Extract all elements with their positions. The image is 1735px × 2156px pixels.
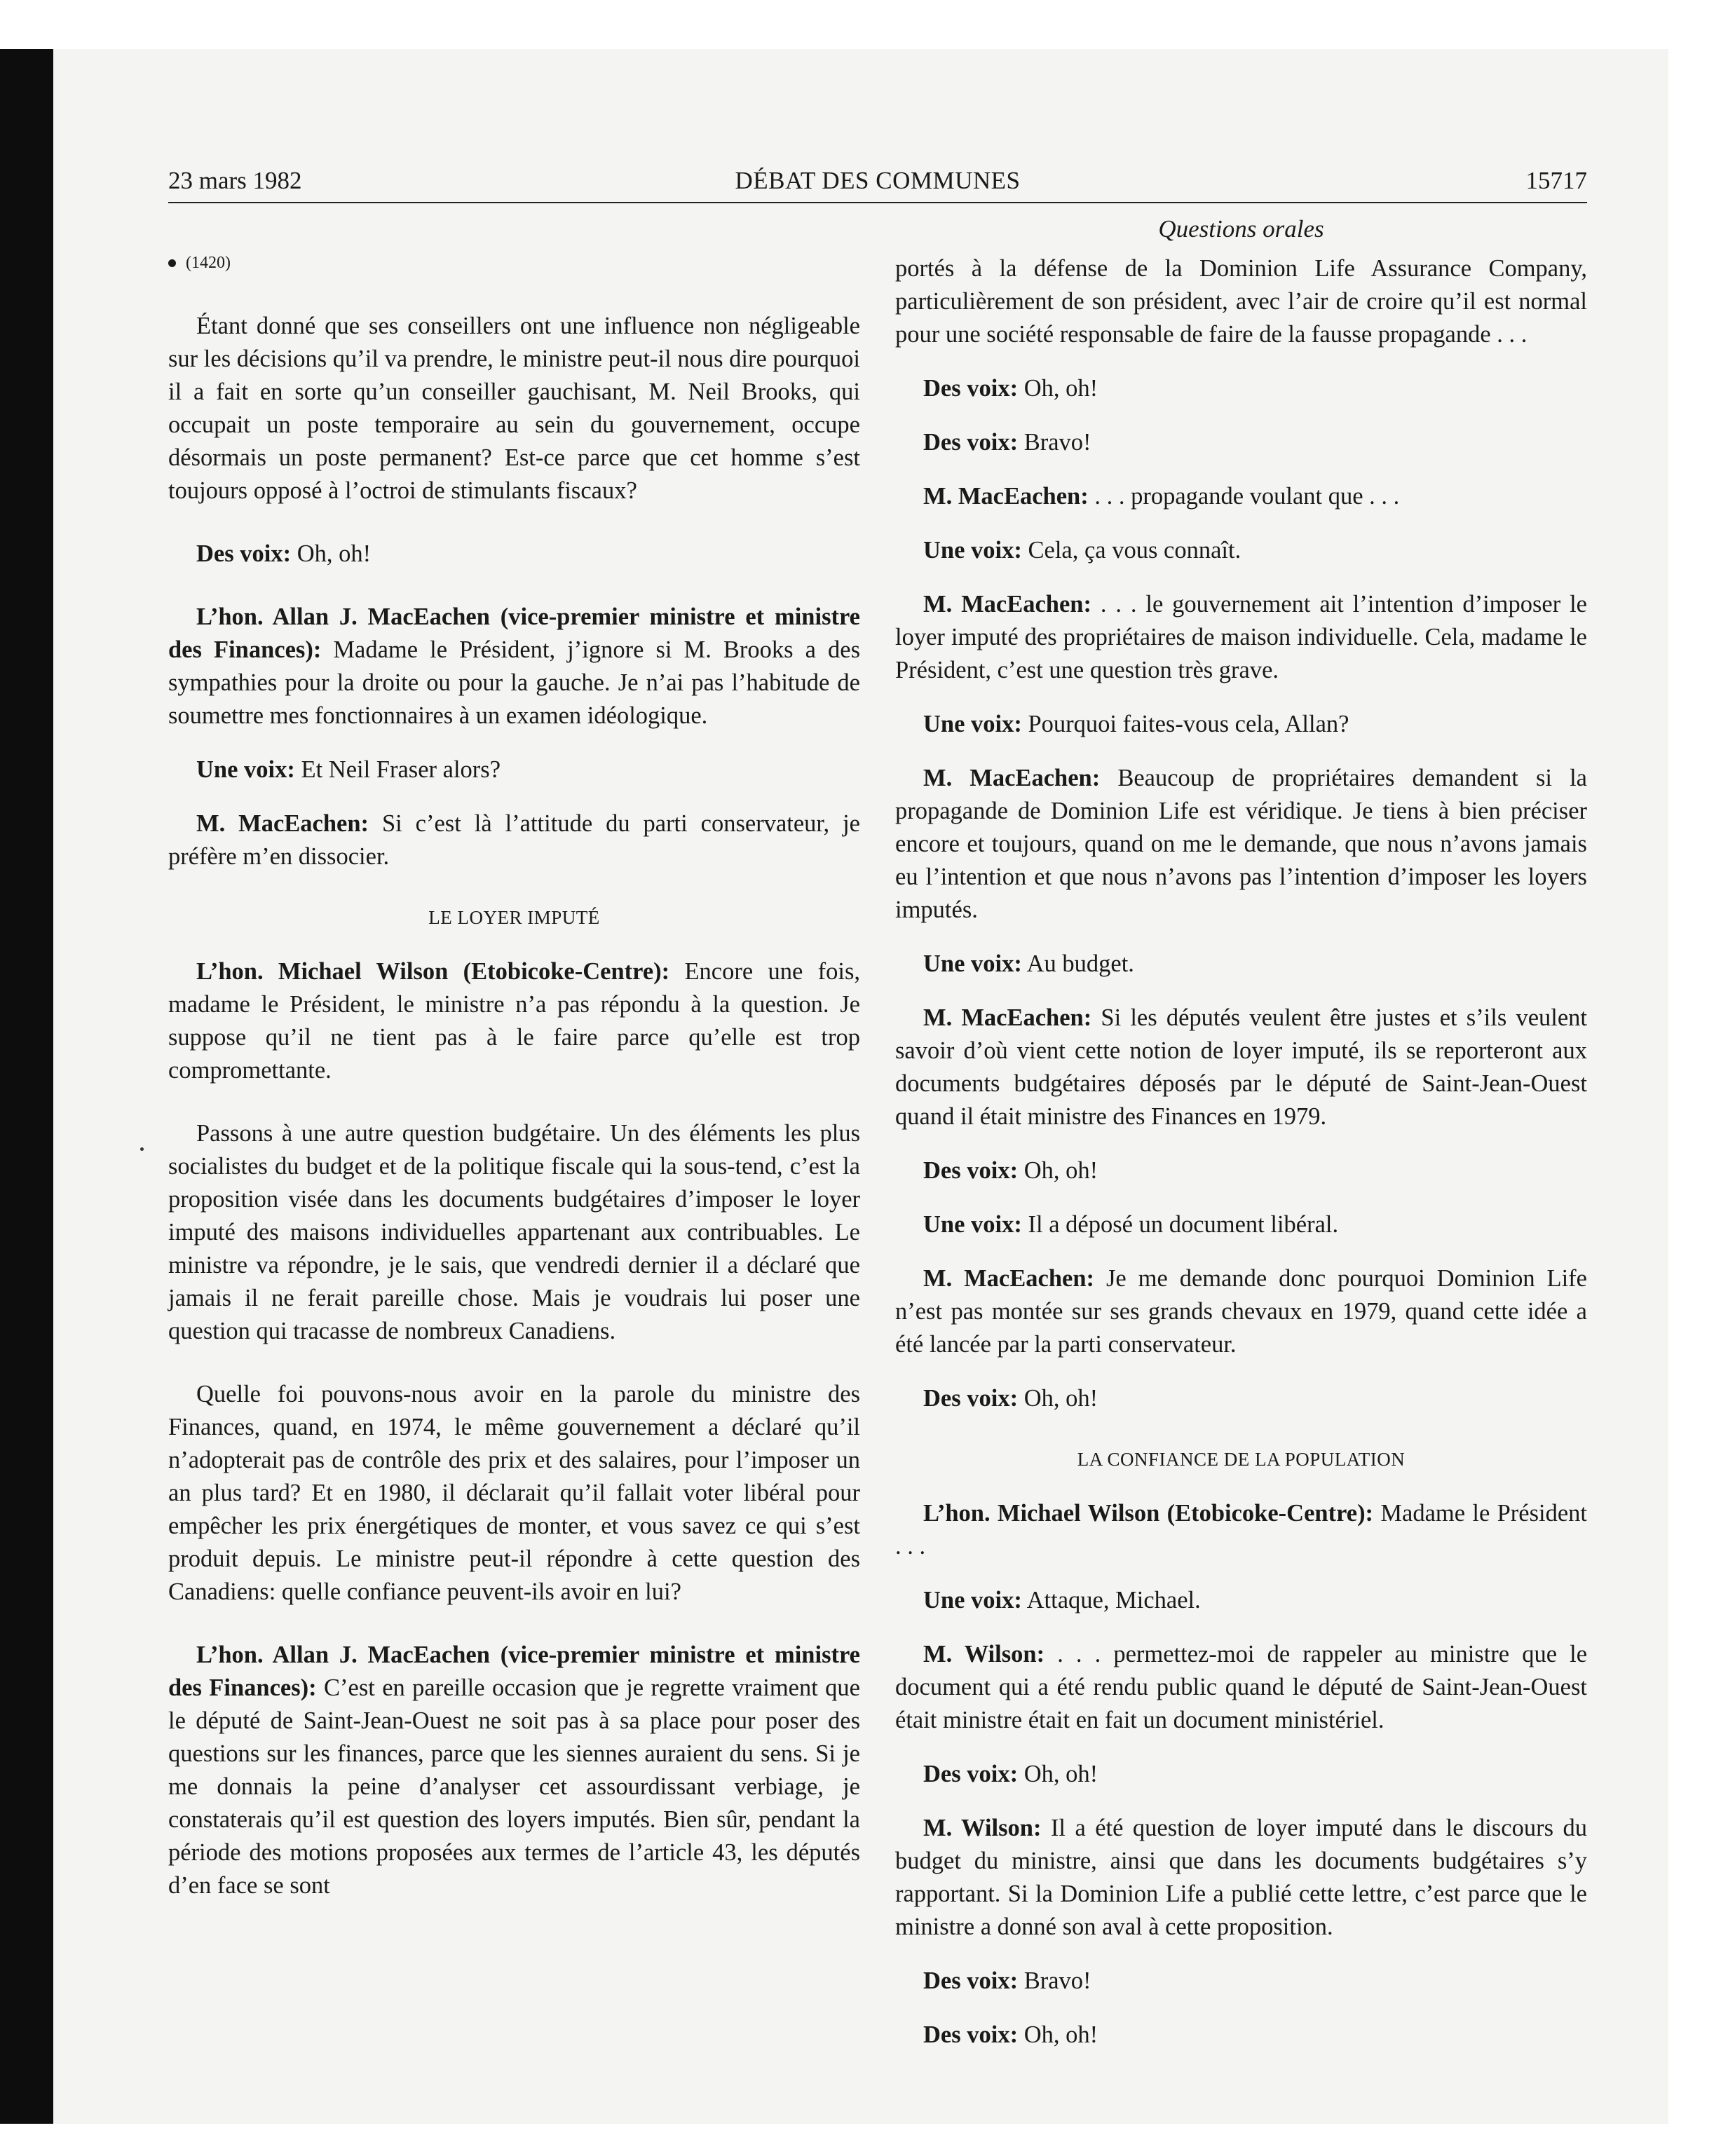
speech [895, 1002, 1587, 1133]
speech [895, 1154, 1587, 1187]
speech-text: Beaucoup de propriétaires demandent si la propagande de Dominion Life est véridique. Je tiens à bien préciser encore et toujours, quand on me le demande, que nous n’avons jamais eu l’intention et que nous n’avons pas l’intention d’imposer les loyers imputés. [895, 765, 1587, 923]
time-marker [168, 247, 860, 280]
paragraph: Étant donné que ses conseillers ont une influence non négligeable sur les décisions qu’il va prendre, le ministre peut-il nous dire pourquoi il a fait en sorte qu’un conseiller gauchisant, M. Neil Brooks, qui occupait un poste temporaire au sein du gouvernement, occupe désormais un poste permanent? Est-ce parce que cet homme s’est toujours opposé à l’octroi de stimulants fiscaux? [168, 313, 860, 504]
speech [895, 1382, 1587, 1415]
speech [895, 426, 1587, 459]
speaker: Une voix: [923, 950, 1022, 977]
speech [895, 948, 1587, 981]
section-heading: LA CONFIANCE DE LA POPULATION [1077, 1449, 1406, 1470]
speaker: Une voix: [923, 1211, 1022, 1238]
speaker: Une voix: [923, 537, 1022, 564]
speech [168, 955, 860, 1087]
speaker: Des voix: [923, 1385, 1019, 1412]
speech-text: Encore une fois, madame le Président, le ministre n’a pas répondu à la question. Je suppose qu’il ne tient pas à le faire parce qu’elle est trop compromettante. [168, 958, 860, 1084]
speech-text: Bravo! [1023, 429, 1091, 456]
speaker: Une voix: [196, 756, 295, 783]
paragraph: Quelle foi pouvons-nous avoir en la parole du ministre des Finances, quand, en 1974, le même gouvernement a déclaré qu’il n’adopterait pas de contrôle des prix et des salaires, pour l’imposer un an plus tard? Et en 1980, il déclarait qu’il fallait voter libéral pour empêcher les prix énergétiques de monter, et vous savez ce qui s’est produit depuis. Le ministre peut-il répondre à cette question des Canadiens: quelle confiance peuvent-ils avoir en lui? [168, 1381, 860, 1605]
margin-dot [140, 1147, 144, 1151]
header-date: 23 mars 1982 [168, 167, 302, 194]
bullet-icon [168, 259, 176, 267]
speaker: M. MacEachen: [923, 765, 1101, 791]
section-subheader: Questions orales [1158, 215, 1324, 243]
speech-text: Au budget. [1026, 950, 1134, 977]
speaker: Des voix: [923, 1967, 1019, 1994]
speaker: M. MacEachen: [923, 591, 1091, 618]
speaker: Des voix: [923, 1761, 1019, 1787]
speaker: L’hon. Michael Wilson (Etobicoke-Centre): [923, 1500, 1374, 1527]
speech-text: Oh, oh! [297, 540, 372, 567]
right-column [895, 252, 1587, 2052]
speech [168, 1639, 860, 1902]
speaker: M. Wilson: [923, 1641, 1045, 1667]
speech-text: . . . le gouvernement ait l’intention d’imposer le loyer imputé des propriétaires de maison individuelle. Cela, madame le Président, c’est une question très grave. [895, 591, 1587, 683]
speech [895, 1638, 1587, 1737]
speech-text: Attaque, Michael. [1026, 1587, 1201, 1613]
left-column [168, 252, 860, 1902]
speaker: Des voix: [923, 2021, 1019, 2048]
speech-text: . . . permettez-moi de rappeler au ministre que le document qui a été rendu public quand le député de Saint-Jean-Ouest était ministre était en fait un document ministériel. [895, 1641, 1588, 1733]
speech-text: Madame le Président, j’ignore si M. Brooks a des sympathies pour la droite ou pour la gauche. Je n’ai pas l’habitude de soumettre mes fonctionnaires à un examen idéologique. [168, 636, 860, 729]
speech-text: Et Neil Fraser alors? [301, 756, 501, 783]
speaker: Des voix: [196, 540, 292, 567]
speech-text: Il a déposé un document libéral. [1028, 1211, 1339, 1238]
speech [895, 1497, 1587, 1563]
speech [895, 1812, 1587, 1944]
speaker: L’hon. Allan J. MacEachen (vice-premier ministre et ministre des Finances): [168, 603, 860, 663]
speech [895, 2019, 1587, 2052]
speaker: Des voix: [923, 375, 1019, 402]
speech [895, 708, 1587, 741]
paragraph: portés à la défense de la Dominion Life Assurance Company, particulièrement de son président, avec l’air de croire qu’il est normal pour une société responsable de faire de la fausse propagande . . . [895, 255, 1587, 348]
speech-text: Si c’est là l’attitude du parti conservateur, je préfère m’en dissocier. [168, 810, 860, 870]
section-heading: LE LOYER IMPUTÉ [428, 907, 600, 928]
speech [895, 1758, 1587, 1791]
speech [895, 588, 1587, 687]
speech [895, 1208, 1587, 1241]
speech [168, 538, 860, 571]
speech-text: Oh, oh! [1023, 1157, 1098, 1184]
speaker: M. MacEachen: [923, 1004, 1092, 1031]
speech-text: Si les députés veulent être justes et s’ils veulent savoir d’où vient cette notion de loyer imputé, ils se reporteront aux documents budgétaires déposés par le député de Saint-Jean-Ouest quand il était ministre des Finances en 1979. [895, 1004, 1587, 1130]
speech-text: Il a été question de loyer imputé dans le discours du budget du ministre, ainsi que dans les documents budgétaires s’y rapportant. Si la Dominion Life a publié cette lettre, c’est parce que le ministre a donné son aval à cette proposition. [895, 1815, 1587, 1940]
speech [895, 1262, 1587, 1361]
speaker: M. Wilson: [923, 1815, 1042, 1841]
speech [895, 1584, 1587, 1617]
speech [895, 480, 1587, 513]
speaker: Des voix: [923, 429, 1019, 456]
speech-text: Je me demande donc pourquoi Dominion Life n’est pas montée sur ses grands chevaux en 1979, quand cette idée a été lancée par la parti conservateur. [895, 1265, 1587, 1358]
speech-text: . . . propagande voulant que . . . [1094, 483, 1400, 510]
header-title: DÉBAT DES COMMUNES [735, 167, 1021, 194]
speech [895, 534, 1587, 567]
speech-text: C’est en pareille occasion que je regrette vraiment que le député de Saint-Jean-Ouest ne soit pas à sa place pour poser des questions sur les finances, parce que les siennes auraient du sens. Si je me donnais la peine d’analyser cet assourdissant verbiage, je constaterais qu’il est question des loyers imputés. Bien sûr, pendant la période des motions proposées aux termes de l’article 43, les députés d’en face se sont [168, 1674, 860, 1899]
speaker: L’hon. Allan J. MacEachen (vice-premier ministre et ministre des Finances): [168, 1642, 860, 1701]
speech [895, 762, 1587, 927]
running-header [168, 160, 1587, 203]
speech-text: Madame le Président . . . [895, 1500, 1587, 1560]
speaker: Des voix: [923, 1157, 1019, 1184]
speech-text: Oh, oh! [1023, 1385, 1098, 1412]
header-page-number: 15717 [1525, 167, 1587, 194]
time-stamp: (1420) [186, 254, 231, 272]
speaker: Une voix: [923, 711, 1022, 737]
speaker: M. MacEachen: [196, 810, 369, 837]
speech [168, 601, 860, 732]
speech-text: Oh, oh! [1023, 1761, 1098, 1787]
speaker: Une voix: [923, 1587, 1022, 1613]
speech [895, 372, 1587, 405]
speaker: L’hon. Michael Wilson (Etobicoke-Centre): [196, 958, 670, 985]
speech-text: Pourquoi faites-vous cela, Allan? [1028, 711, 1349, 737]
speaker: M. MacEachen: [923, 1265, 1094, 1292]
speech-text: Bravo! [1023, 1967, 1091, 1994]
scan-black-edge [0, 49, 53, 2124]
speech [895, 1965, 1587, 1998]
speech-text: Oh, oh! [1023, 375, 1098, 402]
speech-text: Cela, ça vous connaît. [1028, 537, 1241, 564]
speech [168, 807, 860, 873]
speech [168, 753, 860, 786]
speech-text: Oh, oh! [1023, 2021, 1098, 2048]
speaker: M. MacEachen: [923, 483, 1089, 510]
paragraph: Passons à une autre question budgétaire. Un des éléments les plus socialistes du budget et de la politique fiscale qui la sous-tend, c’est la proposition visée dans les documents budgétaires d’imposer le loyer imputé des maisons individuelles appartenant aux contribuables. Le ministre va répondre, je le sais, que vendredi dernier il a déclaré que jamais il ne ferait pareille chose. Mais je voudrais lui poser une question qui tracasse de nombreux Canadiens. [168, 1120, 860, 1344]
